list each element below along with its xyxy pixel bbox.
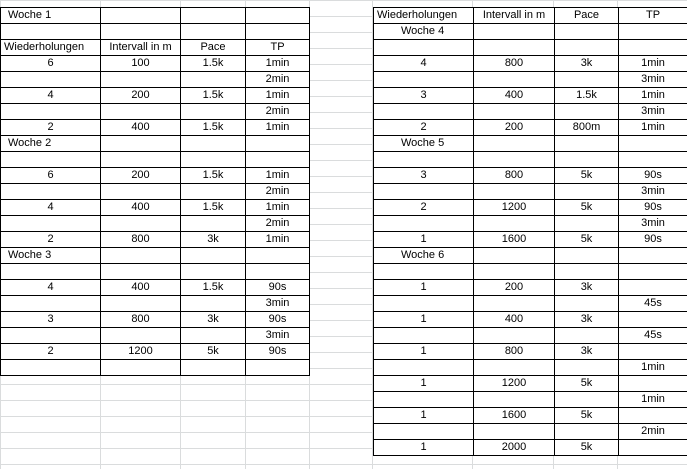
cell[interactable] [374, 424, 474, 440]
cell[interactable] [181, 184, 246, 200]
cell[interactable] [374, 296, 474, 312]
cell[interactable]: 1.5k [181, 280, 246, 296]
table-row [1, 328, 310, 344]
cell[interactable] [555, 104, 619, 120]
cell[interactable] [555, 392, 619, 408]
cell[interactable]: 200 [101, 88, 181, 104]
cell[interactable]: 1200 [474, 200, 555, 216]
table-row [374, 440, 687, 456]
table-row [1, 216, 310, 232]
cell[interactable] [374, 40, 474, 56]
cell[interactable] [1, 360, 101, 376]
header-cell-pace[interactable]: Pace [555, 8, 619, 24]
table-row [374, 248, 687, 264]
cell[interactable]: 800m [555, 120, 619, 136]
cell[interactable]: 1min [246, 88, 310, 104]
cell[interactable]: 1 [374, 408, 474, 424]
table-row [374, 232, 687, 248]
cell[interactable] [1, 24, 101, 40]
cell[interactable] [555, 424, 619, 440]
header-cell-repetitions[interactable]: Wiederholungen [1, 40, 101, 56]
cell[interactable] [474, 136, 555, 152]
table-row [1, 72, 310, 88]
cell[interactable] [474, 216, 555, 232]
cell[interactable]: 1 [374, 440, 474, 456]
cell[interactable]: 1 [374, 232, 474, 248]
table-row [1, 248, 310, 264]
cell[interactable]: 3min [619, 72, 687, 88]
header-cell-interval[interactable]: Intervall in m [474, 8, 555, 24]
training-table-left [0, 7, 310, 376]
table-row [374, 296, 687, 312]
cell[interactable]: 4 [1, 200, 101, 216]
cell[interactable] [246, 360, 310, 376]
cell[interactable]: 1min [619, 392, 687, 408]
cell[interactable]: 5k [555, 200, 619, 216]
cell[interactable]: 1 [374, 312, 474, 328]
cell[interactable]: 1.5k [181, 88, 246, 104]
cell[interactable] [101, 264, 181, 280]
cell[interactable]: 800 [474, 344, 555, 360]
cell[interactable] [619, 152, 687, 168]
cell[interactable]: 800 [474, 168, 555, 184]
cell[interactable]: 3min [619, 216, 687, 232]
table-row [374, 280, 687, 296]
cell[interactable] [474, 424, 555, 440]
cell[interactable]: 3 [374, 168, 474, 184]
cell[interactable]: 1min [246, 200, 310, 216]
cell[interactable] [246, 264, 310, 280]
cell[interactable]: 3min [246, 328, 310, 344]
cell[interactable]: 3min [246, 296, 310, 312]
table-row [374, 360, 687, 376]
table-row [374, 184, 687, 200]
cell[interactable] [181, 152, 246, 168]
header-cell-repetitions[interactable]: Wiederholungen [374, 8, 474, 24]
cell[interactable] [555, 296, 619, 312]
table-row [374, 216, 687, 232]
table-row [1, 120, 310, 136]
cell[interactable]: 45s [619, 296, 687, 312]
table-row [374, 408, 687, 424]
cell[interactable]: 1min [246, 168, 310, 184]
cell[interactable]: 4 [374, 56, 474, 72]
cell[interactable] [374, 360, 474, 376]
header-cell-interval[interactable]: Intervall in m [101, 40, 181, 56]
cell[interactable]: 2000 [474, 440, 555, 456]
cell[interactable] [374, 184, 474, 200]
table-row [1, 344, 310, 360]
cell[interactable]: 1.5k [181, 56, 246, 72]
week-label[interactable]: Woche 6 [374, 248, 474, 264]
cell[interactable] [555, 360, 619, 376]
header-cell-pace[interactable]: Pace [181, 40, 246, 56]
cell[interactable] [101, 184, 181, 200]
cell[interactable]: 90s [619, 232, 687, 248]
cell[interactable] [619, 440, 687, 456]
table-row [374, 200, 687, 216]
cell[interactable] [246, 136, 310, 152]
cell[interactable] [474, 328, 555, 344]
cell[interactable] [619, 408, 687, 424]
header-row [374, 8, 687, 24]
cell[interactable]: 400 [474, 312, 555, 328]
week-label[interactable]: Woche 1 [1, 8, 101, 24]
cell[interactable] [101, 24, 181, 40]
cell[interactable] [474, 360, 555, 376]
cell[interactable] [181, 136, 246, 152]
table-row [374, 376, 687, 392]
cell[interactable]: 200 [474, 120, 555, 136]
cell[interactable]: 3k [181, 312, 246, 328]
cell[interactable] [619, 136, 687, 152]
table-row [1, 24, 310, 40]
cell[interactable]: 5k [555, 168, 619, 184]
table-row [1, 136, 310, 152]
cell[interactable]: 3k [555, 56, 619, 72]
cell[interactable] [619, 40, 687, 56]
cell[interactable]: 3min [619, 184, 687, 200]
cell[interactable]: 90s [246, 280, 310, 296]
cell[interactable] [101, 248, 181, 264]
cell[interactable] [555, 184, 619, 200]
cell[interactable]: 800 [474, 56, 555, 72]
cell[interactable]: 90s [246, 344, 310, 360]
cell[interactable]: 1.5k [181, 168, 246, 184]
cell[interactable]: 2 [1, 232, 101, 248]
cell[interactable]: 200 [474, 280, 555, 296]
cell[interactable] [181, 216, 246, 232]
cell[interactable]: 1 [374, 376, 474, 392]
cell[interactable] [181, 72, 246, 88]
cell[interactable]: 2 [374, 120, 474, 136]
cell[interactable]: 5k [555, 408, 619, 424]
table-row [374, 56, 687, 72]
table-row [374, 424, 687, 440]
cell[interactable] [474, 40, 555, 56]
cell[interactable]: 1min [246, 56, 310, 72]
cell[interactable] [619, 376, 687, 392]
cell[interactable] [101, 136, 181, 152]
cell[interactable]: 400 [474, 88, 555, 104]
cell[interactable] [555, 216, 619, 232]
cell[interactable]: 2 [374, 200, 474, 216]
cell[interactable] [101, 8, 181, 24]
cell[interactable] [181, 328, 246, 344]
table-row [374, 392, 687, 408]
table-row [1, 88, 310, 104]
cell[interactable] [374, 392, 474, 408]
cell[interactable]: 4 [1, 280, 101, 296]
table-row [1, 312, 310, 328]
cell[interactable]: 200 [101, 168, 181, 184]
cell[interactable] [619, 248, 687, 264]
cell[interactable]: 1min [619, 88, 687, 104]
cell[interactable]: 3 [374, 88, 474, 104]
header-row [1, 40, 310, 56]
cell[interactable]: 2min [619, 424, 687, 440]
cell[interactable] [374, 328, 474, 344]
cell[interactable]: 1.5k [181, 120, 246, 136]
cell[interactable] [474, 296, 555, 312]
cell[interactable]: 1min [619, 56, 687, 72]
cell[interactable]: 1600 [474, 408, 555, 424]
cell[interactable] [474, 152, 555, 168]
table-row [1, 264, 310, 280]
cell[interactable]: 6 [1, 168, 101, 184]
cell[interactable]: 800 [101, 232, 181, 248]
cell[interactable] [474, 392, 555, 408]
cell[interactable] [1, 152, 101, 168]
table-row [1, 184, 310, 200]
cell[interactable] [1, 296, 101, 312]
cell[interactable]: 90s [619, 168, 687, 184]
table-row [374, 72, 687, 88]
cell[interactable]: 45s [619, 328, 687, 344]
table-row [374, 136, 687, 152]
table-row [1, 296, 310, 312]
cell[interactable] [619, 24, 687, 40]
cell[interactable] [101, 152, 181, 168]
table-row [374, 312, 687, 328]
week-label[interactable]: Woche 5 [374, 136, 474, 152]
table-row [1, 104, 310, 120]
cell[interactable] [1, 328, 101, 344]
cell[interactable] [246, 248, 310, 264]
cell[interactable] [246, 24, 310, 40]
header-cell-tp[interactable]: TP [246, 40, 310, 56]
cell[interactable]: 5k [181, 344, 246, 360]
cell[interactable]: 2 [1, 344, 101, 360]
table-row [374, 88, 687, 104]
cell[interactable] [555, 40, 619, 56]
table-row [374, 24, 687, 40]
cell[interactable]: 1min [246, 232, 310, 248]
cell[interactable] [101, 328, 181, 344]
table-row [1, 200, 310, 216]
cell[interactable] [474, 248, 555, 264]
table-row [374, 40, 687, 56]
cell[interactable]: 1 [374, 280, 474, 296]
table-row [1, 232, 310, 248]
cell[interactable]: 1.5k [181, 200, 246, 216]
cell[interactable]: 2min [246, 72, 310, 88]
table-row [1, 360, 310, 376]
cell[interactable]: 2 [1, 120, 101, 136]
cell[interactable] [555, 248, 619, 264]
cell[interactable] [474, 24, 555, 40]
cell[interactable]: 90s [619, 200, 687, 216]
cell[interactable] [181, 8, 246, 24]
cell[interactable] [181, 360, 246, 376]
table-row [1, 168, 310, 184]
cell[interactable] [474, 264, 555, 280]
cell[interactable] [181, 296, 246, 312]
cell[interactable]: 2min [246, 184, 310, 200]
table-row [1, 152, 310, 168]
table-row [1, 56, 310, 72]
cell[interactable]: 3min [619, 104, 687, 120]
cell[interactable] [181, 104, 246, 120]
cell[interactable] [181, 248, 246, 264]
cell[interactable]: 1.5k [555, 88, 619, 104]
cell[interactable] [374, 152, 474, 168]
training-table-right [373, 7, 687, 456]
cell[interactable] [181, 264, 246, 280]
cell[interactable]: 100 [101, 56, 181, 72]
cell[interactable] [555, 152, 619, 168]
cell[interactable] [1, 264, 101, 280]
cell[interactable] [1, 216, 101, 232]
cell[interactable] [619, 344, 687, 360]
table-row [374, 104, 687, 120]
cell[interactable]: 1min [619, 120, 687, 136]
cell[interactable] [1, 104, 101, 120]
cell[interactable] [619, 280, 687, 296]
cell[interactable] [374, 104, 474, 120]
cell[interactable] [374, 216, 474, 232]
cell[interactable] [101, 296, 181, 312]
cell[interactable]: 5k [555, 376, 619, 392]
cell[interactable] [619, 312, 687, 328]
cell[interactable] [474, 104, 555, 120]
cell[interactable]: 6 [1, 56, 101, 72]
week-label[interactable]: Woche 3 [1, 248, 101, 264]
cell[interactable] [474, 72, 555, 88]
cell[interactable] [474, 184, 555, 200]
table-row [374, 152, 687, 168]
cell[interactable] [101, 360, 181, 376]
cell[interactable]: 400 [101, 200, 181, 216]
week-label[interactable]: Woche 2 [1, 136, 101, 152]
cell[interactable] [555, 264, 619, 280]
cell[interactable] [181, 24, 246, 40]
cell[interactable]: 5k [555, 440, 619, 456]
cell[interactable]: 2min [246, 104, 310, 120]
cell[interactable]: 1200 [101, 344, 181, 360]
cell[interactable] [374, 72, 474, 88]
cell[interactable]: 1 [374, 344, 474, 360]
cell[interactable] [619, 264, 687, 280]
cell[interactable] [101, 104, 181, 120]
table-row [374, 264, 687, 280]
cell[interactable] [1, 184, 101, 200]
cell[interactable]: 3 [1, 312, 101, 328]
cell[interactable]: 1200 [474, 376, 555, 392]
table-row [1, 280, 310, 296]
table-row [1, 8, 310, 24]
cell[interactable] [555, 24, 619, 40]
cell[interactable]: 1min [619, 360, 687, 376]
cell[interactable]: 400 [101, 120, 181, 136]
cell[interactable] [101, 72, 181, 88]
table-row [374, 328, 687, 344]
cell[interactable]: 800 [101, 312, 181, 328]
cell[interactable] [555, 72, 619, 88]
cell[interactable] [555, 136, 619, 152]
week-label[interactable]: Woche 4 [374, 24, 474, 40]
cell[interactable] [246, 8, 310, 24]
cell[interactable] [1, 72, 101, 88]
cell[interactable]: 3k [181, 232, 246, 248]
cell[interactable]: 5k [555, 232, 619, 248]
cell[interactable] [555, 328, 619, 344]
cell[interactable]: 1600 [474, 232, 555, 248]
cell[interactable]: 3k [555, 280, 619, 296]
cell[interactable]: 2min [246, 216, 310, 232]
cell[interactable]: 90s [246, 312, 310, 328]
table-row [374, 120, 687, 136]
cell[interactable]: 3k [555, 312, 619, 328]
cell[interactable] [374, 264, 474, 280]
cell[interactable]: 3k [555, 344, 619, 360]
cell[interactable] [246, 152, 310, 168]
cell[interactable] [101, 216, 181, 232]
cell[interactable]: 1min [246, 120, 310, 136]
table-row [374, 344, 687, 360]
cell[interactable]: 4 [1, 88, 101, 104]
cell[interactable]: 400 [101, 280, 181, 296]
header-cell-tp[interactable]: TP [619, 8, 687, 24]
table-row [374, 168, 687, 184]
